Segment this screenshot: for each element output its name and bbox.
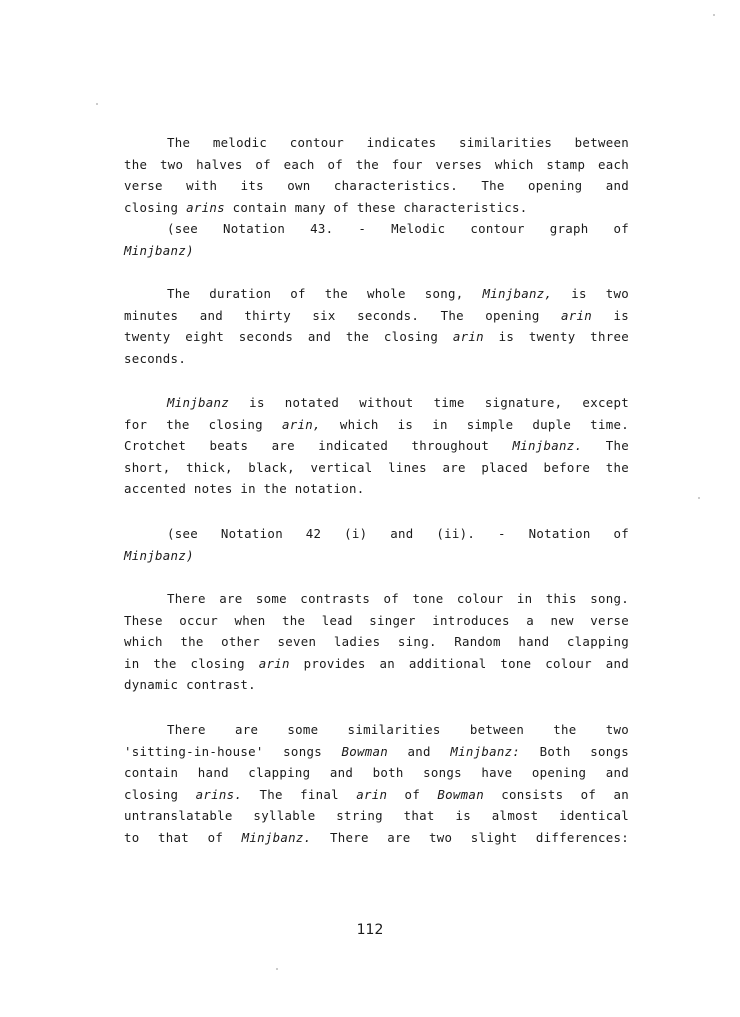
text-run: is <box>592 307 629 323</box>
text-line <box>124 674 629 696</box>
text-run: and <box>388 743 451 759</box>
text-line <box>124 240 629 262</box>
italic-term: arin <box>561 307 593 323</box>
text-run: to that of <box>124 829 242 845</box>
text-run: untranslatable syllable string that is almost identical <box>124 808 629 824</box>
text-run: for the closing <box>124 416 282 432</box>
text-line <box>124 197 629 219</box>
text-line <box>124 741 629 763</box>
text-line <box>124 523 629 545</box>
italic-term: arins <box>186 199 225 215</box>
text-line <box>124 784 629 806</box>
page-number: 112 <box>356 922 384 938</box>
text-run: verse with its own characteristics. The opening and <box>124 178 629 194</box>
text-run: in the closing <box>124 655 259 671</box>
text-run: consists of an <box>483 786 629 802</box>
text-run: closing <box>124 199 187 215</box>
text-line <box>124 154 629 176</box>
text-run: Crotchet beats are indicated throughout <box>124 438 513 454</box>
paragraph <box>124 719 629 849</box>
text-run: which is in simple duple time. <box>320 416 629 432</box>
scan-speck <box>96 103 98 105</box>
text-run: closing <box>124 786 196 802</box>
text-line <box>124 283 629 305</box>
text-run: There are some similarities between the two <box>167 722 629 737</box>
text-run: 'sitting-in-house' songs <box>124 743 342 759</box>
text-line <box>124 132 629 154</box>
italic-term: Minjbanz. <box>512 438 583 454</box>
text-line <box>124 392 629 414</box>
text-line <box>124 762 629 784</box>
scan-speck <box>698 497 700 499</box>
text-run: The melodic contour indicates similarities between <box>167 135 629 150</box>
text-run: is twenty three <box>483 329 629 345</box>
text-line <box>124 827 629 849</box>
italic-term: arin, <box>281 416 321 432</box>
text-run: minutes and thirty six seconds. The opening <box>124 307 562 323</box>
scan-speck <box>276 968 278 970</box>
paragraph <box>124 283 629 369</box>
italic-term: Minjbanz. <box>241 829 312 845</box>
text-line <box>124 326 629 348</box>
italic-term: Minjbanz <box>167 395 230 410</box>
text-run: Both songs <box>520 743 629 759</box>
text-run: which the other seven ladies sing. Random hand clapping <box>124 634 629 650</box>
paragraph <box>124 523 629 566</box>
italic-term: Minjbanz) <box>124 547 194 563</box>
text-line <box>124 175 629 197</box>
text-line <box>124 435 629 457</box>
text-line <box>124 805 629 827</box>
text-line <box>124 545 629 567</box>
text-run: accented notes in the notation. <box>124 481 365 497</box>
text-line <box>124 653 629 675</box>
paragraph <box>124 132 629 262</box>
text-line <box>124 719 629 741</box>
text-run: short, thick, black, vertical lines are placed before the <box>124 459 629 475</box>
text-line <box>124 610 629 632</box>
italic-term: arin <box>356 786 388 802</box>
italic-term: arin <box>452 329 484 345</box>
text-line <box>124 414 629 436</box>
italic-term: Bowman <box>341 743 389 759</box>
text-run: dynamic contrast. <box>124 677 256 693</box>
italic-term: arins. <box>195 786 243 802</box>
paragraph <box>124 392 629 500</box>
text-run: There are two slight differences: <box>311 829 629 845</box>
italic-term: arin <box>258 655 290 671</box>
text-run: contain many of these characteristics. <box>224 199 528 215</box>
text-line <box>124 305 629 327</box>
italic-term: Minjbanz) <box>124 242 194 258</box>
text-line <box>124 588 629 610</box>
text-run: is two <box>552 286 629 301</box>
text-run: There are some contrasts of tone colour in this song. <box>167 591 629 606</box>
text-line <box>124 631 629 653</box>
text-run: These occur when the lead singer introduces a new verse <box>124 612 629 628</box>
italic-term: Minjbanz: <box>450 743 521 759</box>
text-run: of <box>387 786 438 802</box>
text-run: The duration of the whole song, <box>167 286 483 301</box>
text-run: provides an additional tone colour and <box>289 655 629 671</box>
italic-term: Bowman <box>437 786 484 802</box>
paragraph <box>124 588 629 696</box>
text-line <box>124 218 629 240</box>
text-run: contain hand clapping and both songs have opening and <box>124 765 629 781</box>
text-line <box>124 457 629 479</box>
text-run: twenty eight seconds and the closing <box>124 329 453 345</box>
text-run: seconds. <box>124 350 187 366</box>
text-run: the two halves of each of the four verses which stamp each <box>124 156 629 172</box>
text-run: (see Notation 42 (i) and (ii). - Notation of <box>167 526 629 541</box>
text-run: (see Notation 43. - Melodic contour graph of <box>167 221 629 237</box>
text-run: is notated without time signature, except <box>229 395 629 410</box>
text-line <box>124 478 629 500</box>
scan-speck <box>713 14 715 16</box>
text-line <box>124 348 629 370</box>
italic-term: Minjbanz, <box>482 286 553 301</box>
text-run: The <box>582 438 629 454</box>
text-run: The final <box>242 786 357 802</box>
